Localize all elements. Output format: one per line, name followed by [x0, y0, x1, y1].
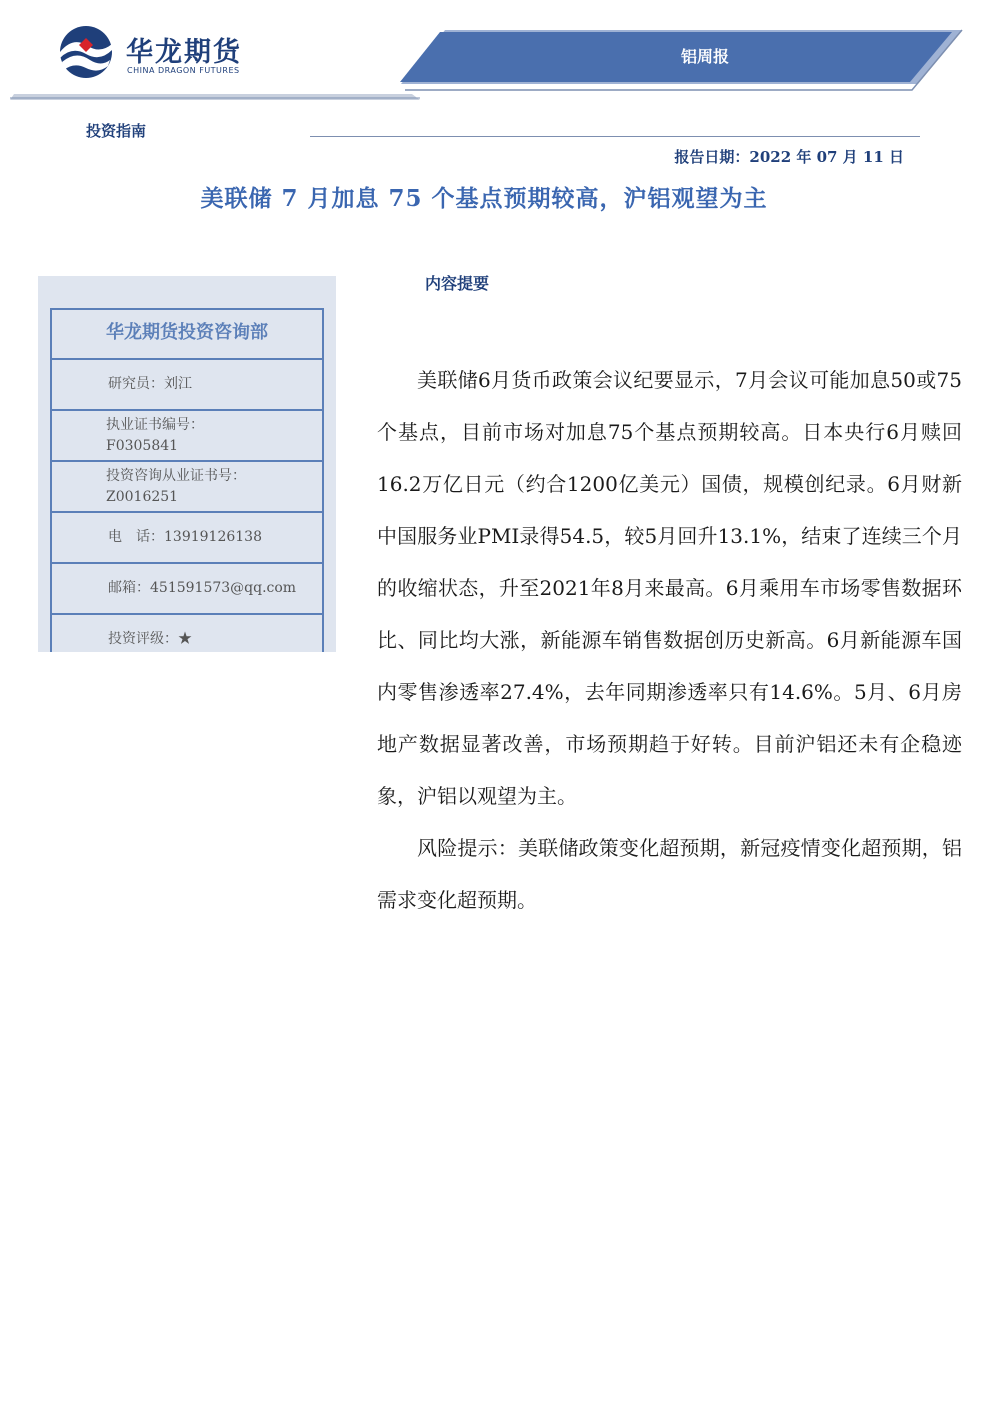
abstract-paragraph: 美联储6月货币政策会议纪要显示，7月会议可能加息50或75个基点，目前市场对加息75个基点预期较高。日本央行6月赎回16.2万亿日元（约合1200亿美元）国债，规模创纪录。6月财新中国服务业PMI录得54.5，较5月回升13.1%，结束了连续三个月的收缩状态，升至2021年8月来最高。6月乘用车市场零售数据环比、同比均大涨，新能源车销售数据创历史新高。6月新能源车国内零售渗透率27.4%，去年同期渗透率只有14.6%。5月、6月房地产数据显著改善，市场预期趋于好转。目前沪铝还未有企稳迹象，沪铝以观望为主。: [377, 368, 962, 808]
license-number: [52, 411, 322, 462]
analyst-name: 研究员：刘江: [52, 360, 322, 411]
section-label: 投资指南: [86, 122, 147, 140]
advisory-certificate: [52, 462, 322, 513]
divider: [310, 136, 920, 137]
logo-icon: [60, 26, 112, 78]
advisory-label: 投资咨询从业证书号：: [106, 468, 246, 484]
report-title: 美联储 7 月加息 75 个基点预期较高，沪铝观望为主: [200, 185, 768, 212]
report-date: 报告日期：2022 年 07 月 11 日: [674, 148, 904, 166]
license-label: 执业证书编号：: [106, 417, 204, 433]
report-type-label: 铝周报: [680, 47, 729, 66]
brand-name: 华龙期货: [126, 37, 242, 68]
analyst-info-table: [50, 308, 324, 652]
investment-rating: 投资评级：★: [108, 631, 192, 647]
email-address[interactable]: 邮箱：451591573@qq.com: [52, 564, 322, 615]
risk-warning-paragraph: 风险提示：美联储政策变化超预期，新冠疫情变化超预期，铝需求变化超预期。: [377, 836, 962, 912]
abstract-heading: 内容提要: [425, 274, 490, 293]
department-heading: 华龙期货投资咨询部: [52, 310, 322, 360]
license-value: F0305841: [106, 438, 179, 454]
abstract-body: [377, 354, 962, 926]
phone-number: 电 话：13919126138: [52, 513, 322, 564]
analyst-sidebar: [38, 276, 336, 652]
advisory-value: Z0016251: [106, 489, 179, 505]
brand-english-name: CHINA DRAGON FUTURES: [127, 66, 240, 75]
